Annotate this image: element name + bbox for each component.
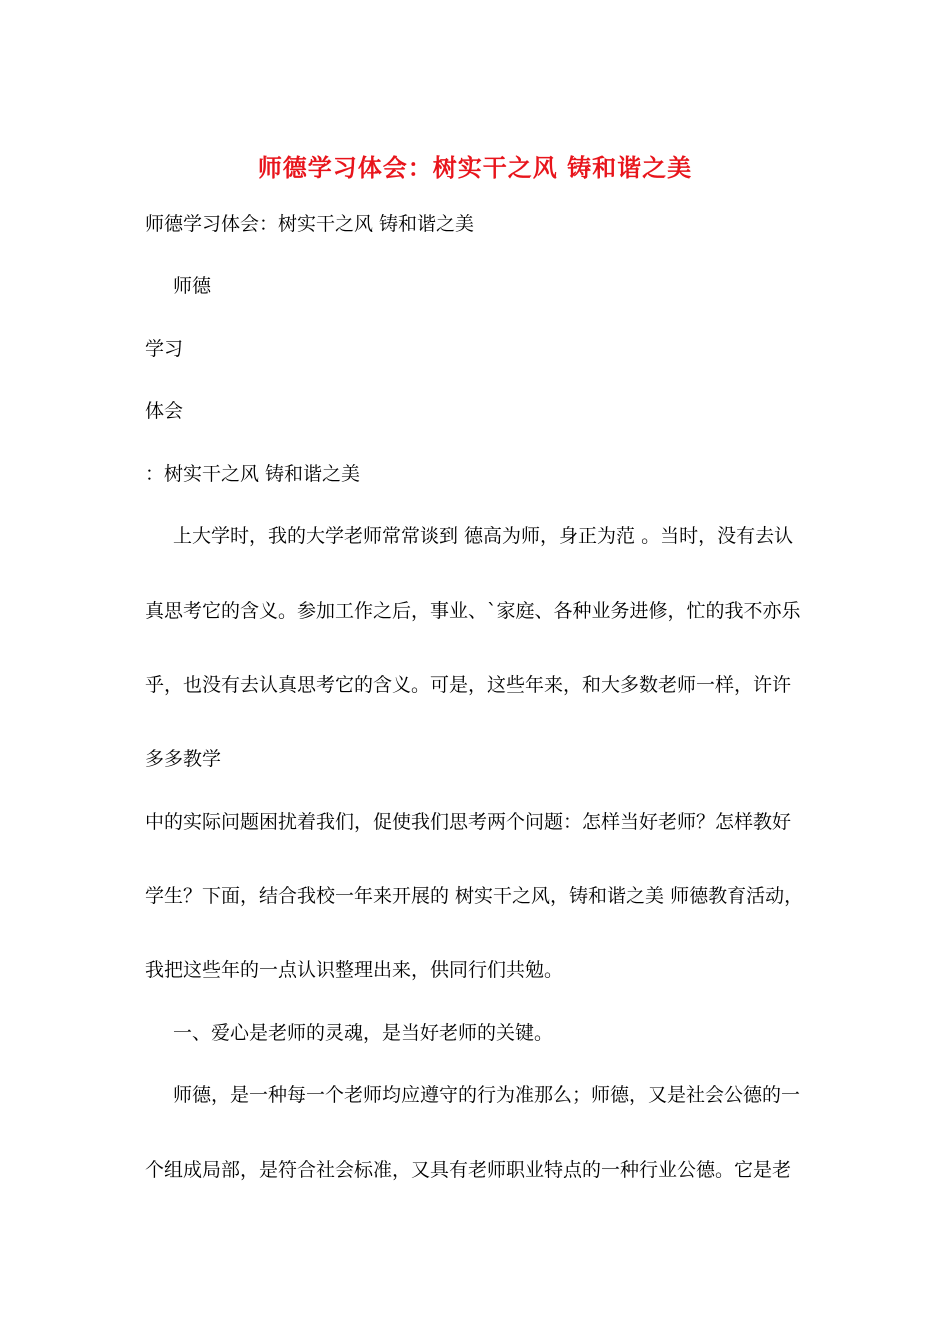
paragraph-line: 上大学时，我的大学老师常常谈到 德高为师，身正为范 。当时，没有去认 <box>173 525 794 547</box>
fragment-line: 体会 <box>145 400 184 422</box>
document-title: 师德学习体会：树实干之风 铸和谐之美 <box>257 153 693 182</box>
paragraph-line: 个组成局部，是符合社会标准，又具有老师职业特点的一种行业公德。它是老 <box>145 1159 792 1181</box>
document-subtitle: 师德学习体会：树实干之风 铸和谐之美 <box>145 213 475 235</box>
fragment-line: ：树实干之风 铸和谐之美 <box>145 463 361 485</box>
paragraph-line: 乎，也没有去认真思考它的含义。可是，这些年来，和大多数老师一样，许许 <box>145 674 792 696</box>
paragraph-line: 多多教学 <box>145 748 222 770</box>
section-heading: 一、爱心是老师的灵魂，是当好老师的关键。 <box>173 1022 554 1044</box>
paragraph-line: 真思考它的含义。参加工作之后，事业、`家庭、各种业务进修，忙的我不亦乐 <box>145 600 801 622</box>
fragment-line: 师德 <box>173 275 212 297</box>
paragraph-line: 中的实际问题困扰着我们，促使我们思考两个问题：怎样当好老师？怎样教好 <box>145 811 792 833</box>
paragraph-line: 师德，是一种每一个老师均应遵守的行为准那么；师德，又是社会公德的一 <box>173 1084 801 1106</box>
paragraph-line: 我把这些年的一点认识整理出来，供同行们共勉。 <box>145 959 564 981</box>
fragment-line: 学习 <box>145 338 184 360</box>
paragraph-line: 学生？下面，结合我校一年来开展的 树实干之风，铸和谐之美 师德教育活动， <box>145 885 804 907</box>
